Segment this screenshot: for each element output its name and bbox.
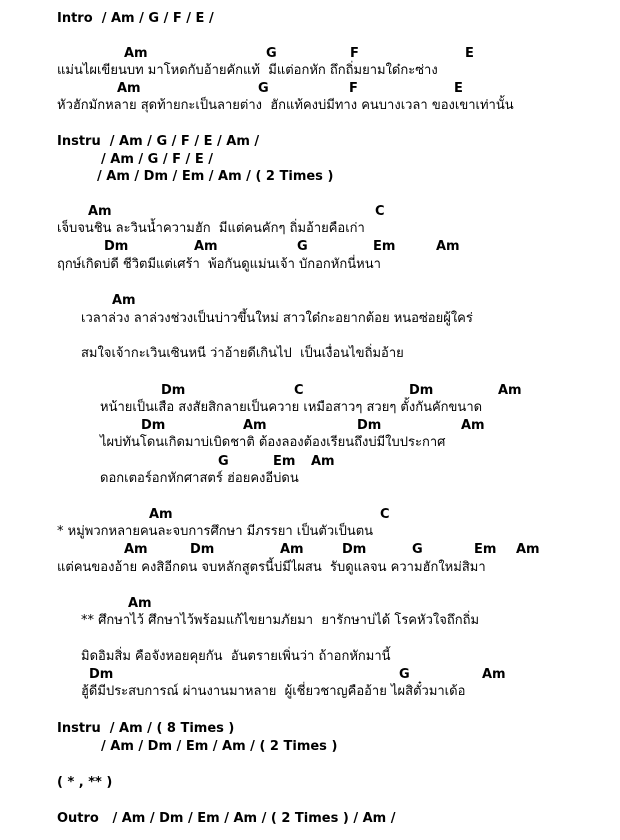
chord: Em <box>273 454 296 469</box>
lyric-line: เวลาล่วง ลาล่วงช่วงเป็นบ่าวขึ้นใหม่ สาวใด๋กะอยากต้อย หนอซ่อยผู้ใคร่ <box>81 311 473 326</box>
chord: Am <box>436 239 460 254</box>
repeat-marker: ( * , ** ) <box>57 775 113 790</box>
chord: Dm <box>161 383 186 398</box>
instru-line: / Am / G / F / E / <box>101 152 213 167</box>
chord: Am <box>149 507 173 522</box>
lyric-line: * หมู่พวกหลายคนละจบการศึกษา มีภรรยา เป็นตัวเป็นตน <box>57 524 374 539</box>
lyric-line: เจ็บจนชิน ละวินน้ำความฮัก มีแต่คนคักๆ ถิ่มอ้ายคือเก่า <box>57 221 365 236</box>
chord: C <box>380 507 390 522</box>
lyric-line: สมใจเจ้ากะเวินเซินหนี ว่าอ้ายดีเกินไป เป็นเงื่อนไขถิ่มอ้าย <box>81 346 404 361</box>
lyric-line: ดอกเตอร์อกหักศาสตร์ ฮ่อยคงอีบ่ดน <box>100 471 299 486</box>
chord: G <box>412 542 423 557</box>
chord: Am <box>194 239 218 254</box>
instru-line: / Am / Dm / Em / Am / ( 2 Times ) <box>101 739 338 754</box>
chord: Em <box>474 542 497 557</box>
chord: Am <box>280 542 304 557</box>
chord: Am <box>311 454 335 469</box>
lyric-line: หน้ายเป็นเสือ สงสัยสิกลายเป็นควาย เหมือสาวๆ สวยๆ ตั้งกันคักขนาด <box>100 400 483 415</box>
chord: Am <box>482 667 506 682</box>
chord: Dm <box>409 383 434 398</box>
lyric-line: แม่นไผเขียนบท มาโหดกับอ้ายคักแท้ มีแต่อกหัก ถึกถิ่มยามใด๋กะซ่าง <box>57 63 438 78</box>
chord: Am <box>516 542 540 557</box>
chord: Dm <box>141 418 166 433</box>
chord: Am <box>243 418 267 433</box>
chord: E <box>465 46 474 61</box>
lyric-line: มิดอิมสิ่ม คือจังหอยคุยกัน อันตรายเพิ่นว่า ถ้าอกหักมานี้ <box>81 649 391 664</box>
chord: G <box>218 454 229 469</box>
lyric-line: ฮู้ดีมีประสบการณ์ ผ่านงานมาหลาย ผู้เชี่ยวชาญคืออ้าย ไผสิตั๋วมาเด้อ <box>81 684 466 699</box>
chord: Am <box>124 46 148 61</box>
chord: F <box>350 46 359 61</box>
chord: C <box>294 383 304 398</box>
chord: Am <box>124 542 148 557</box>
chord: G <box>399 667 410 682</box>
chord: Dm <box>89 667 114 682</box>
chord: G <box>297 239 308 254</box>
chord: F <box>349 81 358 96</box>
chord: Dm <box>190 542 215 557</box>
lyric-line: แต่คนของอ้าย คงสิอีกดน จบหลักสูตรนี้บ่มีไผสน รับดูแลจน ความฮักใหม่สิมา <box>57 560 486 575</box>
lyric-line: ไผบ่ทันโดนเกิดมาบ่เบิดชาติ ต้องลองต้องเรียนถึงบ่มีใบประกาศ <box>100 435 446 450</box>
instru-line: Instru / Am / G / F / E / Am / <box>57 134 260 149</box>
chord: Dm <box>357 418 382 433</box>
instru-line: / Am / Dm / Em / Am / ( 2 Times ) <box>97 169 334 184</box>
chord: Em <box>373 239 396 254</box>
outro-line: Outro / Am / Dm / Em / Am / ( 2 Times ) / Am / <box>57 811 396 826</box>
lyric-line: ฤกษ์เกิดบ่ดี ชีวิตมีแต่เศร้า พ้อกันดูแม่นเจ้า บักอกหักนี่หนา <box>57 257 381 272</box>
chord: Am <box>498 383 522 398</box>
chord: Am <box>112 293 136 308</box>
lyric-line: หัวฮักมักหลาย สุดท้ายกะเป็นลายต่าง ฮักแท้คงบ่มีทาง คนบางเวลา ของเขาเท่านั้น <box>57 98 514 113</box>
chord: G <box>266 46 277 61</box>
chord: Am <box>461 418 485 433</box>
chord: C <box>375 204 385 219</box>
intro-line: Intro / Am / G / F / E / <box>57 11 214 26</box>
chord: Am <box>128 596 152 611</box>
chord: Dm <box>342 542 367 557</box>
chord: Am <box>88 204 112 219</box>
instru-line: Instru / Am / ( 8 Times ) <box>57 721 235 736</box>
lyric-line: ** ศึกษาไว้ ศึกษาไว้พร้อมแก้ไขยามภัยมา ยารักษาบ่ได้ โรคหัวใจถึกถิ่ม <box>81 613 480 628</box>
chord: Dm <box>104 239 129 254</box>
chord: G <box>258 81 269 96</box>
chord: E <box>454 81 463 96</box>
chord: Am <box>117 81 141 96</box>
